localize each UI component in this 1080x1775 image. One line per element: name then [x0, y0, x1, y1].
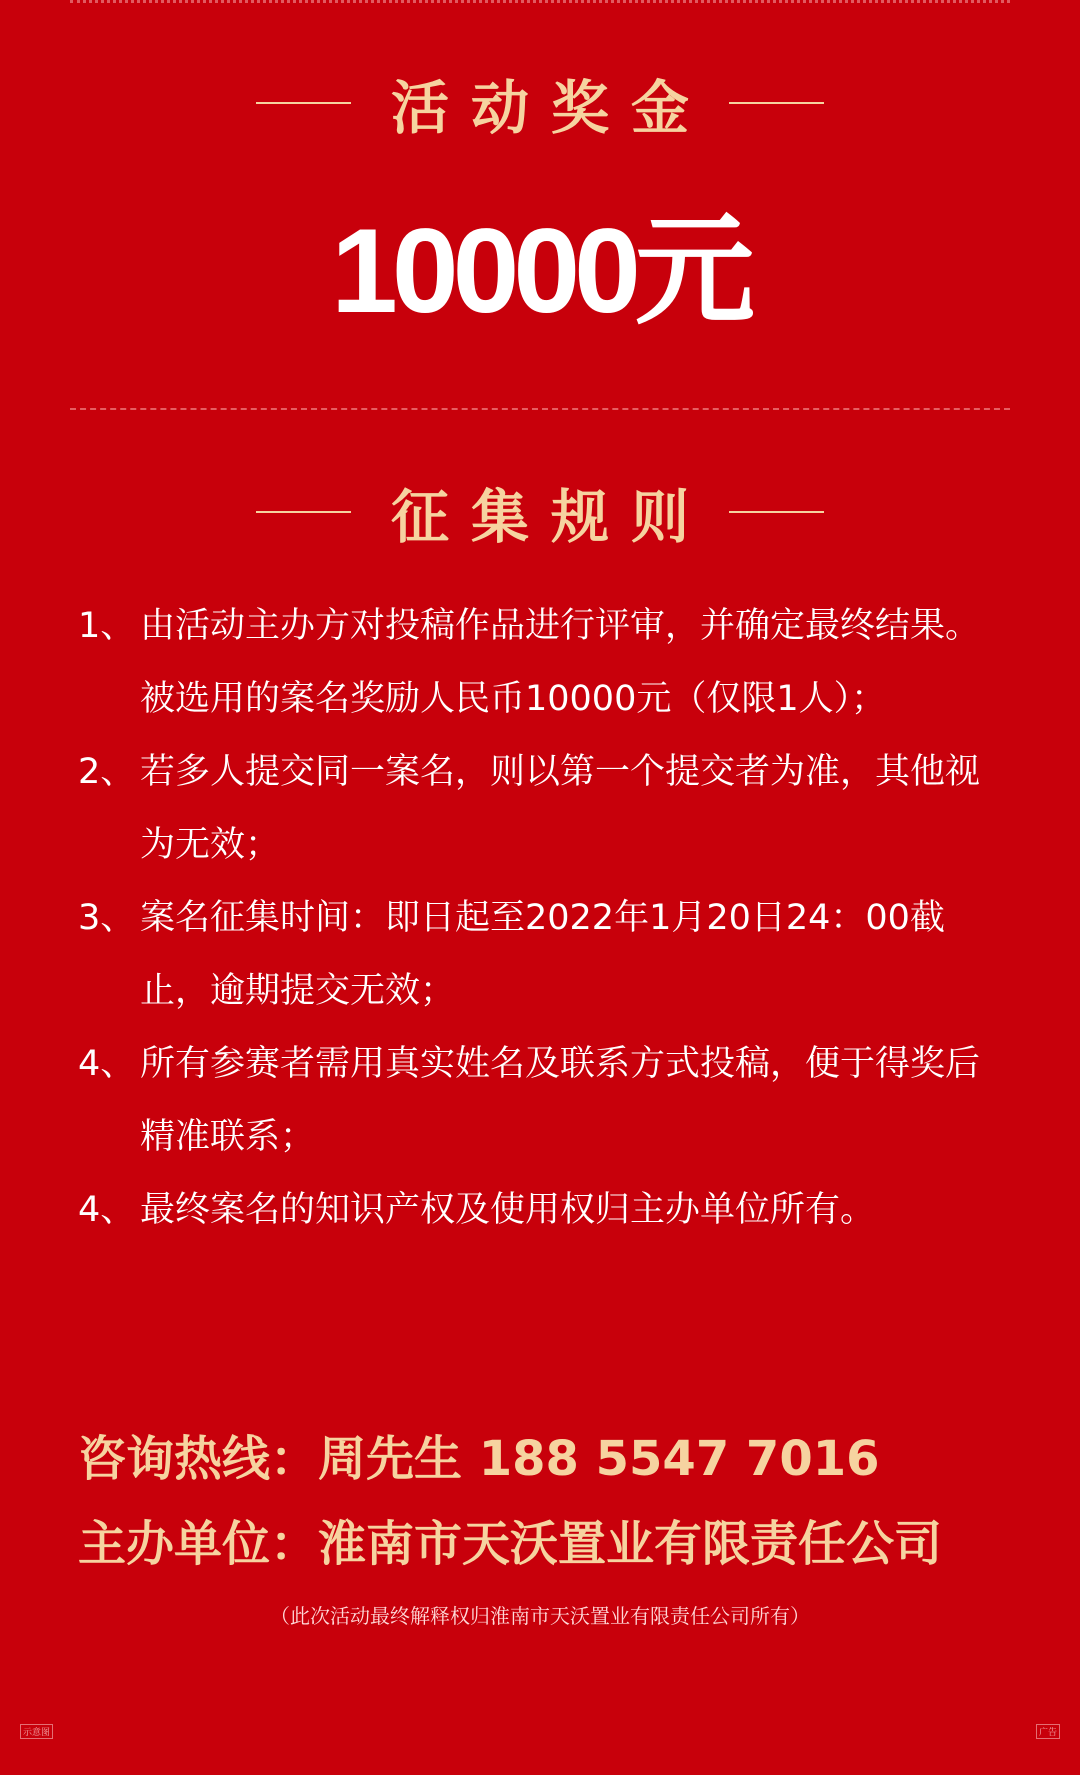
rule-text: 若多人提交同一案名，则以第一个提交者为准，其他视为无效； — [140, 752, 981, 865]
rule-item — [78, 1174, 1013, 1247]
top-dotted-divider — [70, 0, 1010, 7]
rule-item — [78, 1028, 1013, 1174]
prize-section-title: 活动奖金 — [390, 74, 711, 142]
rule-text: 所有参赛者需用真实姓名及联系方式投稿，便于得奖后精准联系； — [140, 1044, 981, 1157]
disclaimer-text: （此次活动最终解释权归淮南市天沃置业有限责任公司所有） — [270, 1604, 810, 1628]
rules-list — [78, 590, 1013, 1247]
rule-number: 1、 — [78, 606, 136, 646]
title-left-line — [256, 102, 351, 104]
rule-item — [78, 882, 1013, 1028]
prize-amount: 10000元 — [331, 204, 749, 338]
rule-item — [78, 590, 1013, 736]
rule-number: 4、 — [78, 1190, 136, 1230]
rules-section-title: 征集规则 — [390, 483, 711, 551]
rule-number: 4、 — [78, 1044, 136, 1084]
section-divider — [70, 408, 1010, 410]
rule-item — [78, 736, 1013, 882]
rule-number: 3、 — [78, 898, 136, 938]
organizer-name: 主办单位：淮南市天沃置业有限责任公司 — [78, 1516, 943, 1572]
corner-label-right: 广告 — [1036, 1724, 1060, 1739]
rule-text: 由活动主办方对投稿作品进行评审，并确定最终结果。被选用的案名奖励人民币10000元（仅限1人）； — [140, 606, 981, 719]
title-right-line — [729, 102, 824, 104]
rule-text: 案名征集时间：即日起至2022年1月20日24：00截止，逾期提交无效； — [140, 898, 945, 1011]
rule-number: 2、 — [78, 752, 136, 792]
rules-section-header — [0, 472, 1080, 552]
corner-label-left: 示意图 — [20, 1724, 53, 1739]
contact-hotline[interactable]: 咨询热线：周先生 188 5547 7016 — [78, 1431, 880, 1487]
title-left-line — [256, 511, 351, 513]
rule-text: 最终案名的知识产权及使用权归主办单位所有。 — [140, 1190, 876, 1230]
prize-section-header — [0, 63, 1080, 143]
title-right-line — [729, 511, 824, 513]
